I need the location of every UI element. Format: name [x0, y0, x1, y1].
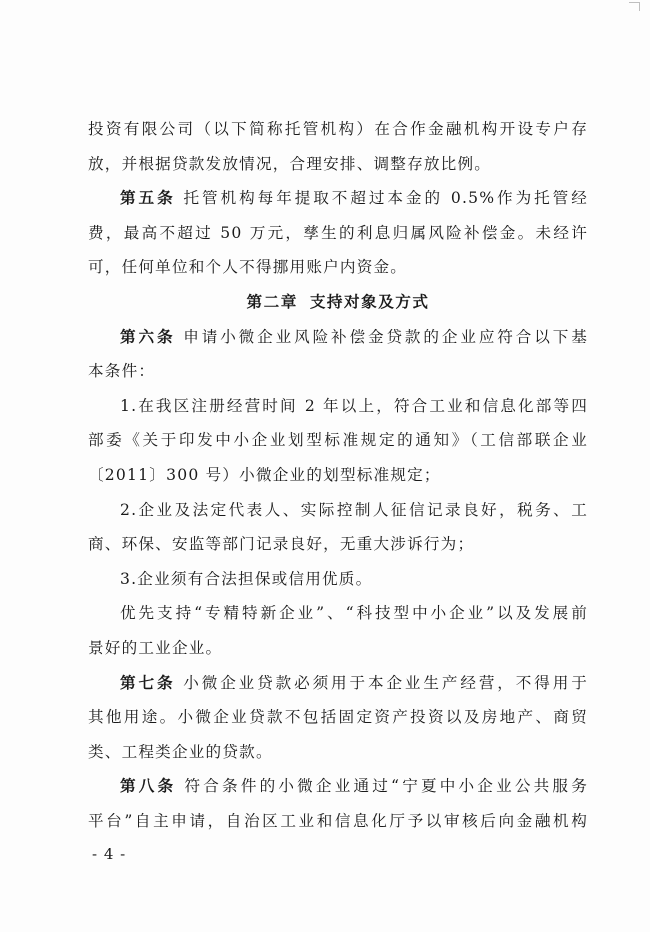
- text-line: 部委《关于印发中小企业划型标准规定的通知》（工信部联企业: [88, 431, 588, 450]
- text-line: 费，最高不超过 50 万元，孳生的利息归属风险补偿金。未经许: [88, 223, 588, 242]
- article-6-line: [88, 320, 588, 355]
- chapter-title: 支持对象及方式: [309, 292, 430, 311]
- article-text: 托管机构每年提取不超过本金的 0.5%作为托管经: [183, 189, 588, 208]
- article-heading: 第七条: [120, 673, 176, 692]
- article-text: 小微企业贷款必须用于本企业生产经营，不得用于: [183, 673, 588, 692]
- page-number: - 4 -: [92, 845, 127, 863]
- document-body: [88, 112, 588, 838]
- text-line: 商、环保、安监等部门记录良好，无重大涉诉行为；: [88, 535, 475, 554]
- text-line: 2.企业及法定代表人、实际控制人征信记录良好，税务、工: [120, 500, 588, 519]
- text-line: 可，任何单位和个人不得挪用账户内资金。: [88, 258, 408, 277]
- article-heading: 第六条: [120, 327, 176, 346]
- text-line: 优先支持“专精特新企业”、“科技型中小企业”以及发展前: [120, 604, 588, 623]
- article-text: 申请小微企业风险补偿金贷款的企业应符合以下基: [183, 327, 588, 346]
- article-5-line: [88, 181, 588, 216]
- chapter-heading: [88, 285, 588, 320]
- chapter-number: 第二章: [246, 292, 298, 311]
- scan-corner-mark: [629, 2, 640, 11]
- article-8-line: [88, 769, 588, 804]
- text-line: 放，并根据贷款发放情况，合理安排、调整存放比例。: [88, 154, 492, 173]
- text-line: 投资有限公司（以下简称托管机构）在合作金融机构开设专户存: [88, 120, 588, 138]
- article-heading: 第五条: [120, 189, 176, 208]
- article-text: 符合条件的小微企业通过“宁夏中小企业公共服务: [184, 777, 588, 796]
- text-line: 本条件：: [88, 362, 156, 381]
- text-line: 1.在我区注册经营时间 2 年以上，符合工业和信息化部等四: [120, 396, 588, 415]
- text-line: 3.企业须有合法担保或信用优质。: [120, 569, 373, 588]
- article-7-line: [88, 666, 588, 701]
- text-line: 〔2011〕300 号）小微企业的划型标准规定；: [88, 465, 441, 484]
- text-line: 类、工程类企业的贷款。: [88, 742, 273, 761]
- text-line: 其他用途。小微企业贷款不包括固定资产投资以及房地产、商贸: [88, 708, 588, 727]
- text-line: 景好的工业企业。: [88, 638, 223, 657]
- text-line: 平台”自主申请，自治区工业和信息化厅予以审核后向金融机构: [88, 811, 588, 830]
- article-heading: 第八条: [120, 777, 177, 796]
